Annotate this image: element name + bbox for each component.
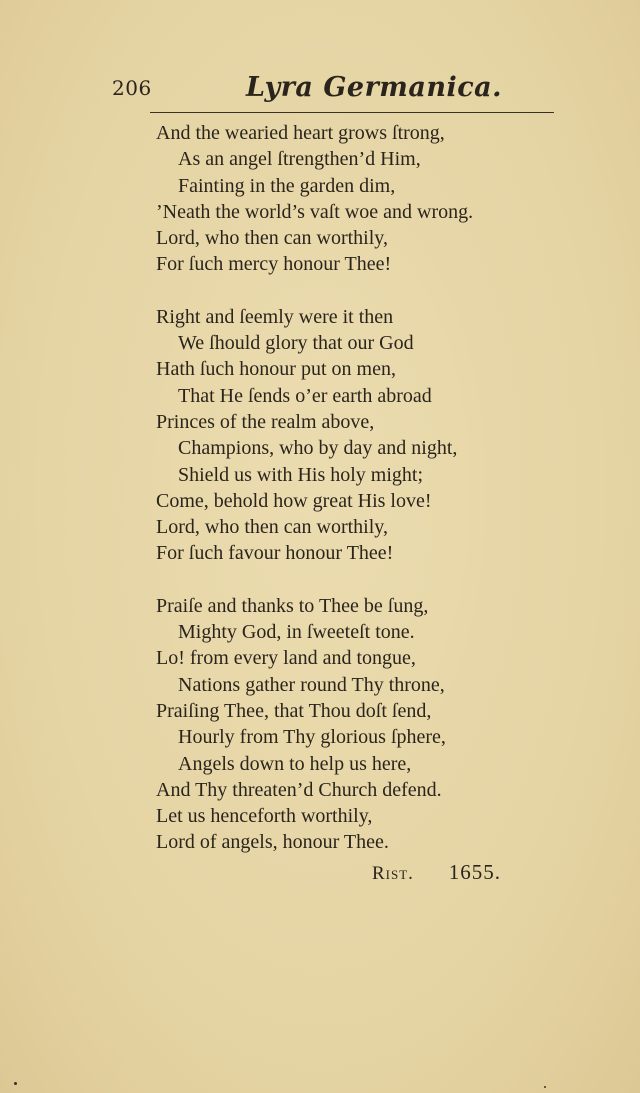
poem-line: And Thy threaten’d Church defend. xyxy=(156,778,442,801)
poem-line: Let us henceforth worthily, xyxy=(156,805,373,828)
page-speck xyxy=(544,1086,546,1088)
poem-line: Hourly from Thy glorious ſphere, xyxy=(178,726,446,749)
poem-line: Angels down to help us here, xyxy=(178,752,412,775)
poem-line: Lo! from every land and tongue, xyxy=(156,647,416,670)
poem-line: For ſuch mercy honour Thee! xyxy=(156,253,392,276)
poem-line: Fainting in the garden dim, xyxy=(178,174,396,197)
poem-line: We ſhould glory that our God xyxy=(178,332,414,355)
page-number: 206 xyxy=(112,76,152,100)
poem-line: Right and ſeemly were it then xyxy=(156,305,394,328)
poem-line: Lord, who then can worthily, xyxy=(156,516,388,539)
author-name: Rist. xyxy=(372,863,414,884)
page-speck xyxy=(14,1082,17,1085)
attribution xyxy=(372,860,501,885)
stanza-gap xyxy=(156,567,556,593)
poem-line: For ſuch favour honour Thee! xyxy=(156,542,394,565)
stanza xyxy=(156,593,556,856)
poem-line: Nations gather round Thy throne, xyxy=(178,673,445,696)
poem-line: That He ſends o’er earth abroad xyxy=(178,384,432,407)
stanza xyxy=(156,120,556,278)
poem-line: Mighty God, in ſweeteſt tone. xyxy=(178,621,415,644)
poem-line: Praiſe and thanks to Thee be ſung, xyxy=(156,594,429,617)
poem-line: Champions, who by day and night, xyxy=(178,437,458,460)
poem-line: ’Neath the world’s vaſt woe and wrong. xyxy=(156,200,474,223)
year: 1655. xyxy=(448,860,501,884)
poem-line: Hath ſuch honour put on men, xyxy=(156,358,396,381)
poem-body xyxy=(156,120,556,856)
poem-line: Come, behold how great His love! xyxy=(156,489,432,512)
stanza xyxy=(156,304,556,567)
poem-line: Shield us with His holy might; xyxy=(178,463,424,486)
poem-line: And the wearied heart grows ſtrong, xyxy=(156,122,445,144)
header-rule xyxy=(150,112,554,113)
poem-line: Praiſing Thee, that Thou doſt ſend, xyxy=(156,699,432,722)
poem-line: Lord of angels, honour Thee. xyxy=(156,831,389,854)
poem-line: Lord, who then can worthily, xyxy=(156,227,388,250)
running-title: Lyra Germanica. xyxy=(246,72,503,103)
poem-line: As an angel ſtrengthen’d Him, xyxy=(178,148,421,171)
poem-line: Princes of the realm above, xyxy=(156,410,375,433)
stanza-gap xyxy=(156,278,556,304)
